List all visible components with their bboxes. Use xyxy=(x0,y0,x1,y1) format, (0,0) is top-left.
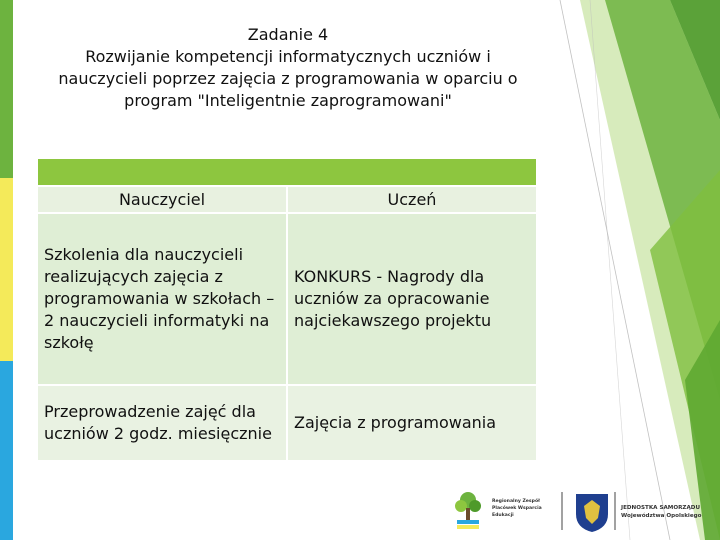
title-line-1: Zadanie 4 xyxy=(247,25,329,44)
left-bar-green xyxy=(0,0,13,178)
coat-of-arms-icon xyxy=(576,494,608,532)
right-logo-line: JEDNOSTKA SAMORZĄDU xyxy=(621,505,700,511)
title-line-3: nauczycieli poprzez zajęcia z programowania w oparciu o xyxy=(58,69,518,88)
cell-text: Szkolenia dla nauczycieli realizujących zajęcia z programowania w szkołach – 2 nauczycieli informatyki na szkołę xyxy=(44,245,275,352)
right-logo-line: Województwa Opolskiego xyxy=(621,513,702,519)
table-header-row xyxy=(37,186,537,213)
decorative-green-shapes xyxy=(520,0,720,540)
table-row xyxy=(37,385,537,461)
table-cell xyxy=(287,385,537,461)
header-student: Uczeń xyxy=(287,186,537,213)
left-logo-line: Regionalny Zespół xyxy=(492,499,540,504)
table-cell xyxy=(37,385,287,461)
left-bar-yellow xyxy=(0,178,13,361)
cell-text: Zajęcia z programowania xyxy=(294,413,497,432)
left-logo-text xyxy=(492,497,542,518)
left-color-bar xyxy=(0,0,13,540)
table-row xyxy=(37,213,537,385)
tasks-table xyxy=(36,157,538,462)
left-logo-line: Placówek Wsparcia xyxy=(492,506,542,511)
table-color-band xyxy=(37,158,537,186)
table-cell xyxy=(37,213,287,385)
tree-icon xyxy=(455,492,481,529)
footer-logos xyxy=(452,488,720,534)
title-line-2: Rozwijanie kompetencji informatycznych uczniów i xyxy=(85,47,491,66)
cell-text: Przeprowadzenie zajęć dla uczniów 2 godz. miesięcznie xyxy=(44,402,272,443)
slide-title xyxy=(40,24,536,112)
left-logo-line: Edukacji xyxy=(492,513,514,518)
header-teacher: Nauczyciel xyxy=(37,186,287,213)
title-line-4: program "Inteligentnie zaprogramowani" xyxy=(124,91,452,110)
right-logo-text xyxy=(620,505,702,519)
cell-text: KONKURS - Nagrody dla uczniów za opracowanie najciekawszego projektu xyxy=(294,267,492,330)
table-cell xyxy=(287,213,537,385)
left-bar-blue xyxy=(0,361,13,540)
